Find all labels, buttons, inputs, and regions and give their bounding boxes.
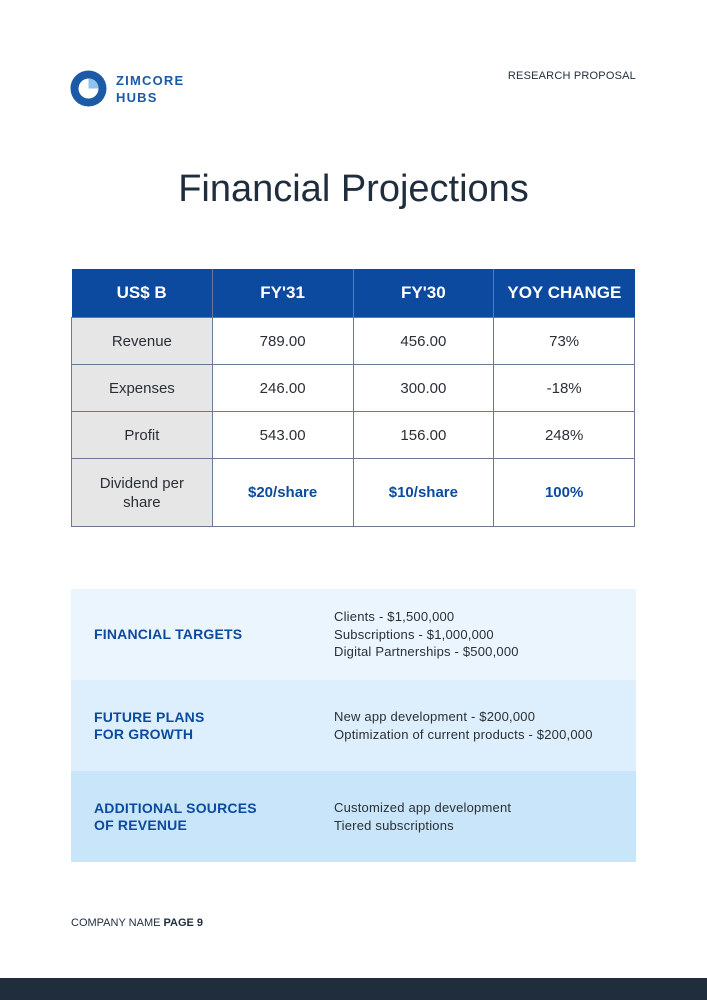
section-item: Tiered subscriptions [334,817,454,833]
section-label-line: ADDITIONAL SOURCES [94,799,257,816]
section-items [334,708,593,743]
table-cell: $10/share [353,459,494,527]
document-type: RESEARCH PROPOSAL [507,70,636,82]
table-cell: 100% [494,459,635,527]
section-label-line: OF REVENUE [94,816,188,833]
financial-table [71,269,635,527]
company-name-line1: ZIMCORE [116,72,185,88]
section-item: Subscriptions - $1,000,000 [334,626,494,642]
column-header: FY'30 [353,269,494,318]
section-item: New app development - $200,000 [334,709,536,724]
column-header: US$ B [72,269,213,318]
column-header: FY'31 [212,269,353,318]
table-cell: 248% [494,412,635,459]
logo-icon [70,70,107,107]
page-title: Financial Projections [178,168,529,210]
table-cell: 156.00 [353,412,494,459]
table-cell: 543.00 [212,412,353,459]
table-header-row [72,269,635,318]
additional-revenue-section [71,771,636,862]
row-label: Revenue [72,318,213,365]
table-cell: 300.00 [353,365,494,412]
section-label [94,800,257,834]
row-label: Dividend per share [72,459,213,527]
footer [71,917,203,929]
section-item: Customized app development [334,800,512,815]
section-label-line: FOR GROWTH [94,725,194,742]
row-label: Expenses [72,365,213,412]
table-cell: $20/share [212,459,353,527]
section-items [334,608,519,661]
table-cell: 73% [494,318,635,365]
table-cell: 246.00 [212,365,353,412]
section-item: Clients - $1,500,000 [334,609,455,625]
section-label-line: FINANCIAL TARGETS [94,626,243,642]
section-items [334,799,511,834]
section-item: Optimization of current products - $200,000 [334,726,593,742]
company-name-line2: HUBS [116,89,158,105]
column-header: YOY CHANGE [494,269,635,318]
table-cell: 456.00 [353,318,494,365]
row-label: Profit [72,412,213,459]
table-row [72,412,635,459]
footer-bar [0,978,707,1000]
section-label [94,626,242,643]
table-row [72,459,635,527]
table-cell: -18% [494,365,635,412]
table-cell: 789.00 [212,318,353,365]
page-number: PAGE 9 [163,917,204,929]
future-plans-section [71,680,636,771]
footer-company: COMPANY NAME [71,917,161,929]
table-row [72,365,635,412]
table-row [72,318,635,365]
section-label-line: FUTURE PLANS [94,708,205,725]
company-logo [70,70,184,107]
section-item: Digital Partnerships - $500,000 [334,644,519,660]
company-name [116,72,184,106]
section-label [94,709,205,743]
financial-targets-section [71,589,636,680]
